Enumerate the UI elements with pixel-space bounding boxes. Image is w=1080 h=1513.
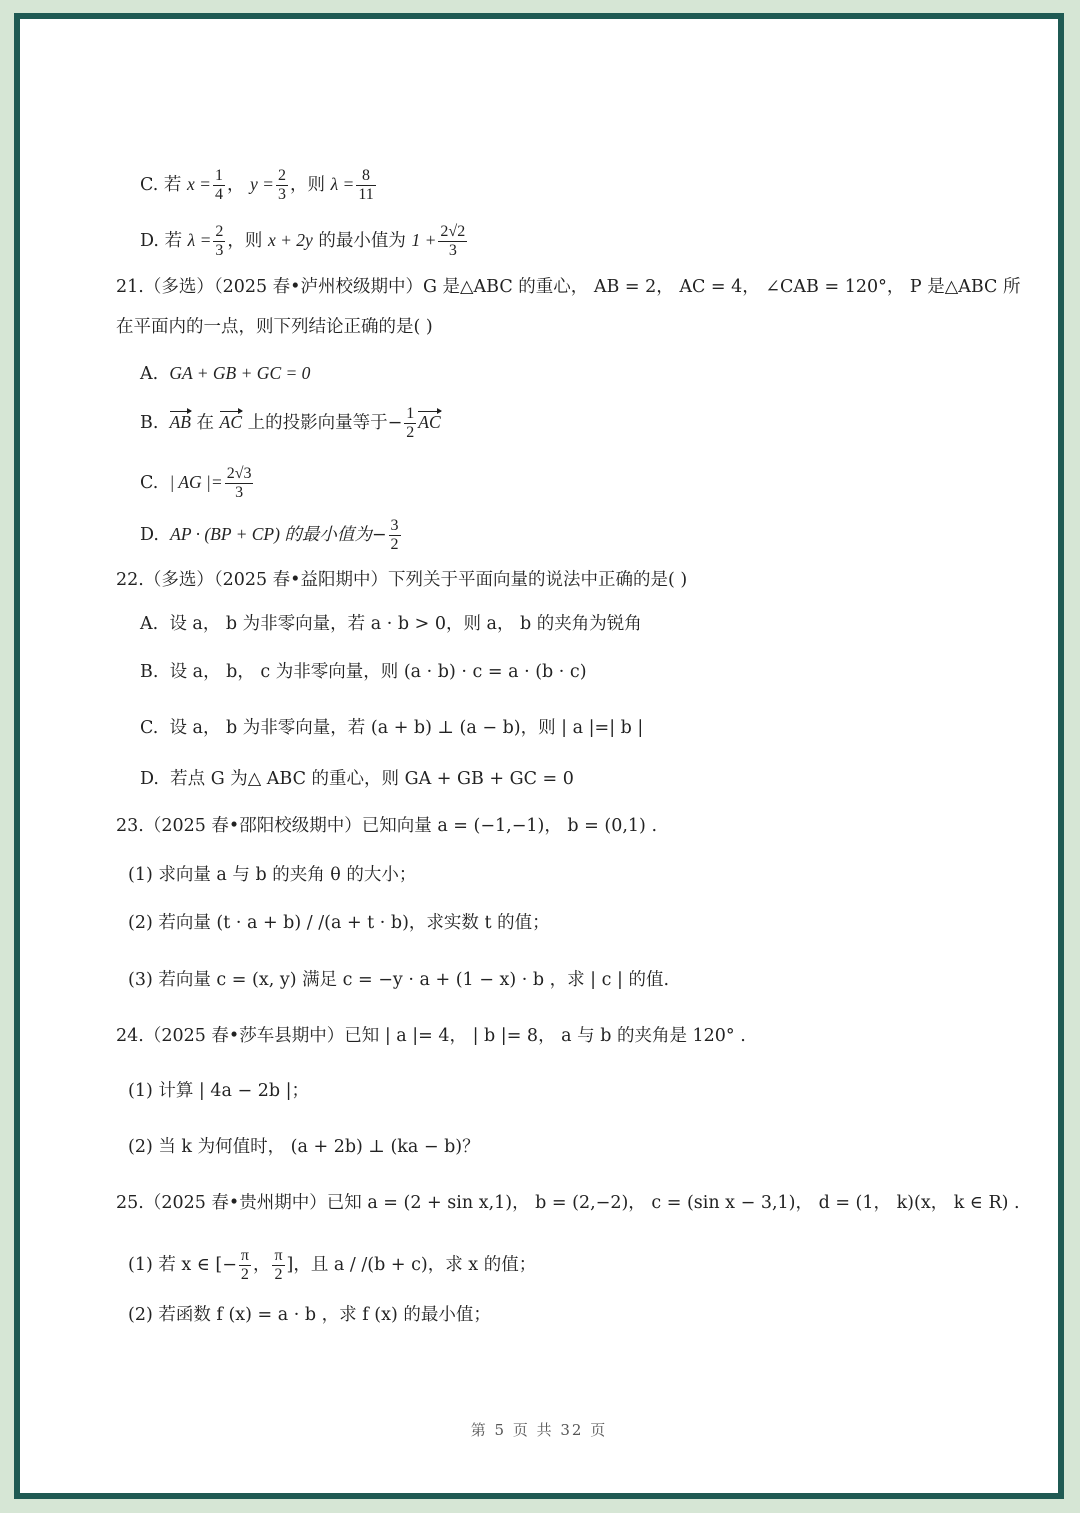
q22-option-b: B. 设 a， b， c 为非零向量，则 (a · b) · c = a · (b · c): [140, 662, 587, 682]
q23-part-2: (2) 若向量 (t · a + b) / /(a + t · b)，求实数 t 的值；: [128, 913, 550, 933]
q22-option-c: C. 设 a， b 为非零向量，若 (a + b) ⊥ (a − b)，则 | a |=| b |: [140, 718, 644, 738]
fraction: $\frac{2}{3}$: [277, 167, 286, 203]
option-label: D.: [140, 769, 159, 789]
fraction: $\frac{\pi}{2}$: [240, 1247, 249, 1283]
q24-part-2: (2) 当 k 为何值时， (a + 2b) ⊥ (ka − b)？: [128, 1137, 480, 1157]
q21-option-d: D. AP · (BP + CP) 的最小值为− $\frac{3}{2}$: [140, 517, 399, 553]
fraction: $\frac{2√2}{3}$: [440, 223, 466, 259]
q20-option-d: D. 若 λ = $\frac{2}{3}$ ，则 x + 2y 的最小值为 1 + $\frac{2√2}{3}$: [140, 223, 466, 259]
q21-stem-line1: [116, 275, 1020, 299]
page-frame: [14, 13, 1064, 1499]
question-header: 24.（2025 春•莎车县期中）已知 | a |= 4， | b |= 8， a 与 b 的夹角是 120° .: [116, 1026, 746, 1046]
option-label: C.: [140, 175, 159, 195]
option-label: C.: [140, 718, 159, 738]
q23-part-3: (3) 若向量 c = (x, y) 满足 c = −y · a + (1 − x) · b ，求 | c | 的值.: [128, 970, 670, 990]
option-label: A.: [140, 614, 159, 634]
option-label: D.: [140, 231, 159, 251]
fraction: $\frac{3}{2}$: [390, 517, 399, 553]
q21-option-c: C. | AG |= $\frac{2√3}{3}$: [140, 465, 252, 501]
option-label: B.: [140, 662, 159, 682]
fraction: $\frac{8}{11}$: [358, 167, 374, 203]
fraction: $\frac{1}{2}$: [406, 405, 415, 441]
page-footer: 第 5 页 共 32 页: [470, 1421, 608, 1439]
q25-stem: [116, 1191, 1020, 1215]
q21-stem-line2: 在平面内的一点，则下列结论正确的是( ): [116, 317, 433, 337]
q24-part-1: (1) 计算 | 4a − 2b |；: [128, 1081, 310, 1101]
fraction: $\frac{1}{4}$: [214, 167, 223, 203]
q24-stem: [116, 1024, 746, 1048]
q22-option-a: A. 设 a， b 为非零向量，若 a · b > 0，则 a， b 的夹角为锐角: [140, 614, 642, 634]
question-header: 23.（2025 春•邵阳校级期中）已知向量 a = (−1,−1)， b = (0,1) .: [116, 816, 658, 836]
q21-option-b: B. AB 在 AC 上的投影向量等于− $\frac{1}{2}$ AC: [140, 405, 441, 441]
q20-option-c: C. 若 x = $\frac{1}{4}$ ， y = $\frac{2}{3}$ ，则 λ = $\frac{8}{11}$: [140, 167, 374, 203]
question-header: 22.（多选）（2025 春•益阳期中）下列关于平面向量的说法中正确的是( ): [116, 570, 688, 590]
fraction: $\frac{\pi}{2}$: [274, 1247, 283, 1283]
q23-part-1: (1) 求向量 a 与 b 的夹角 θ 的大小；: [128, 865, 417, 885]
q23-stem: [116, 814, 657, 838]
q22-stem: [116, 568, 687, 592]
option-label: D.: [140, 525, 159, 545]
exam-page: [28, 27, 1050, 1485]
question-stem: G 是△ABC 的重心， AB = 2， AC = 4， ∠CAB = 120°， P 是△ABC 所: [423, 277, 1021, 297]
option-label: B.: [140, 413, 159, 433]
q22-option-d: D. 若点 G 为△ ABC 的重心，则 GA + GB + GC = 0: [140, 769, 574, 789]
fraction: $\frac{2√3}{3}$: [226, 465, 252, 501]
q25-part-2: (2) 若函数 f (x) = a · b ，求 f (x) 的最小值；: [128, 1305, 491, 1325]
q25-part-1: (1) 若 x ∈ [− $\frac{\pi}{2}$ ， $\frac{\pi}{2}$ ]，且 a / /(b + c)，求 x 的值；: [128, 1247, 537, 1283]
fraction: $\frac{2}{3}$: [215, 223, 224, 259]
question-header: 25.（2025 春•贵州期中）已知 a = (2 + sin x,1)， b = (2,−2)， c = (sin x − 3,1)， d = (1， k)(x， k ∈ R) .: [116, 1193, 1020, 1213]
q21-option-a: A. GA + GB + GC = 0: [140, 363, 311, 384]
option-label: C.: [140, 473, 159, 493]
option-label: A.: [140, 364, 159, 384]
question-header: 21.（多选）（2025 春•泸州校级期中）: [116, 277, 424, 297]
